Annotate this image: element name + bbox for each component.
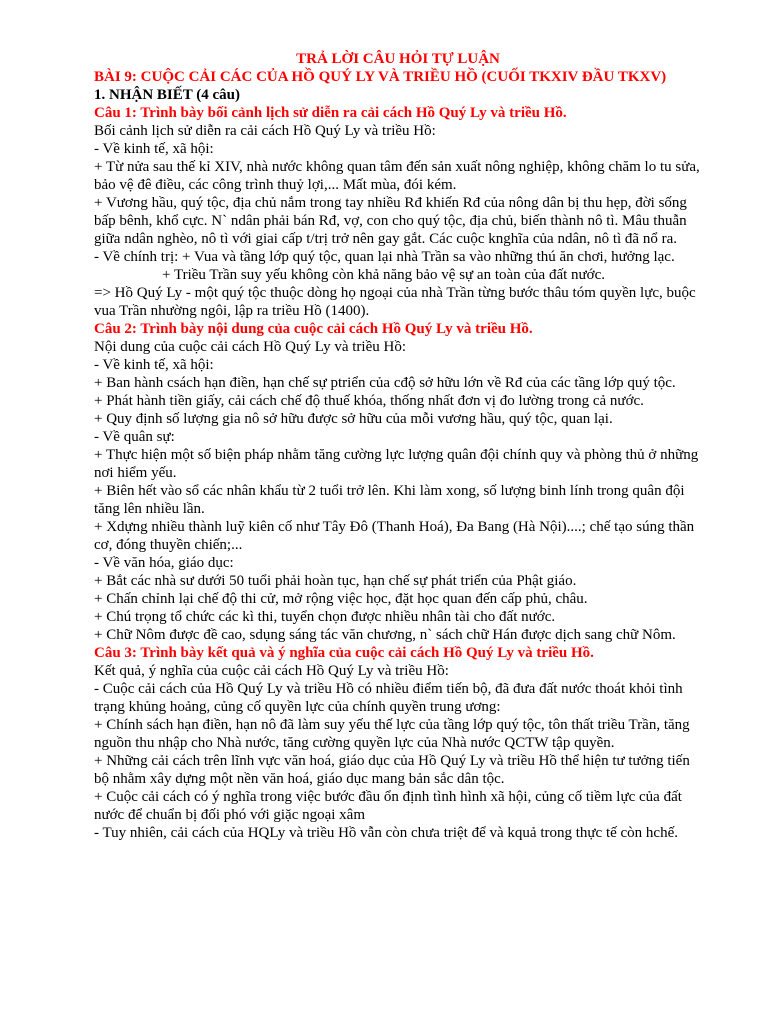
answer-line: + Phát hành tiền giấy, cải cách chế độ thuế khóa, thống nhất đơn vị đo lường trong cả nước. [94,393,644,409]
answer-line: + Từ nửa sau thế kỉ XIV, nhà nước không quan tâm đến sản xuất nông nghiệp, không chăm lo tu sửa, bảo vệ đê điều, các công trình thuỷ lợi,... Mất mùa, đói kém. [94,159,700,193]
answer-line: - Cuộc cải cách của Hồ Quý Ly và triều Hồ có nhiều điểm tiến bộ, đã đưa đất nước thoát khỏi tình trạng khủng hoảng, củng cố quyền lực của chính quyền trung ương: [94,681,683,715]
answer-line: - Tuy nhiên, cải cách của HQLy và triều Hồ vẫn còn chưa triệt để và kquả trong thực tế còn hchế. [94,825,678,841]
answer-line: + Thực hiện một số biện pháp nhằm tăng cường lực lượng quân đội chính quy và phòng thủ ở những nơi hiểm yếu. [94,447,699,481]
answer-line: - Về kinh tế, xã hội: [94,141,214,157]
answer-line: + Biên hết vào sổ các nhân khẩu từ 2 tuổi trở lên. Khi làm xong, số lượng binh lính trong quân đội tăng lên nhiều lần. [94,483,685,517]
document-title: TRẢ LỜI CÂU HỎI TỰ LUẬN [296,51,500,67]
answer-line: + Chữ Nôm được đề cao, sdụng sáng tác văn chương, n` sách chữ Hán được dịch sang chữ Nôm. [94,627,676,643]
answer-line: - Về kinh tế, xã hội: [94,357,214,373]
answer-line: + Cuộc cải cách có ý nghĩa trong việc bước đầu ổn định tình hình xã hội, củng cố tiềm lực của đất nước để chuẩn bị đối phó với giặc ngoại xâm [94,789,682,823]
answer-line: + Những cải cách trên lĩnh vực văn hoá, giáo dục của Hồ Quý Ly và triều Hồ thể hiện tư tưởng tiến bộ nhằm xây dựng một nền văn hoá, giáo dục mang bản sắc dân tộc. [94,753,690,787]
answer-line: => Hồ Quý Ly - một quý tộc thuộc dòng họ ngoại của nhà Trần từng bước thâu tóm quyền lực, buộc vua Trần nhường ngôi, lập ra triều Hồ (1400). [94,285,696,319]
answer-line: Nội dung của cuộc cải cách Hồ Quý Ly và triều Hồ: [94,339,406,355]
answer-line: Kết quả, ý nghĩa của cuộc cải cách Hồ Quý Ly và triều Hồ: [94,663,449,679]
answer-line: - Về chính trị: + Vua và tầng lớp quý tộc, quan lại nhà Trần sa vào những thú ăn chơi, hưởng lạc. [94,249,675,265]
answer-line: + Xdựng nhiều thành luỹ kiên cố như Tây Đô (Thanh Hoá), Đa Bang (Hà Nội)....; chế tạo súng thần cơ, đóng thuyền chiến;... [94,519,695,553]
answer-line: - Về văn hóa, giáo dục: [94,555,234,571]
section-heading: 1. NHẬN BIẾT (4 câu) [94,87,240,103]
answer-line: + Chú trọng tổ chức các kì thi, tuyển chọn được nhiều nhân tài cho đất nước. [94,609,556,625]
question-1-heading: Câu 1: Trình bày bối cảnh lịch sử diễn ra cải cách Hồ Quý Ly và triều Hồ. [94,105,567,121]
lesson-heading: BÀI 9: CUỘC CẢI CÁC CỦA HỒ QUÝ LY VÀ TRIỀU HỒ (CUỐI TKXIV ĐẦU TKXV) [94,69,667,85]
answer-line: + Ban hành csách hạn điền, hạn chế sự ptriển của cđộ sở hữu lớn về Rđ của các tầng lớp quý tộc. [94,375,676,391]
answer-line: + Bắt các nhà sư dưới 50 tuổi phải hoàn tục, hạn chế sự phát triển của Phật giáo. [94,573,577,589]
answer-line: + Vương hầu, quý tộc, địa chủ nắm trong tay nhiều Rđ khiến Rđ của nông dân bị thu hẹp, đời sống bấp bênh, khổ cực. N` ndân phải bán Rđ, vợ, con cho quý tộc, địa chủ, biến thành nô tì. Mâu thuẫn giữa ndân nghèo, nô tì với giai cấp t/trị trở nên gay gắt. Các cuộc knghĩa của ndân, nô tì đã nổ ra. [94,195,687,247]
answer-line-indented: + Triều Trần suy yếu không còn khả năng bảo vệ sự an toàn của đất nước. [162,267,606,283]
answer-line: + Chính sách hạn điền, hạn nô đã làm suy yếu thế lực của tầng lớp quý tộc, tôn thất triều Trần, tăng nguồn thu nhập cho Nhà nước, tăng cường quyền lực của Nhà nước QCTW tập quyền. [94,717,690,751]
answer-line: + Chấn chỉnh lại chế độ thi cử, mở rộng việc học, đặt học quan đến cấp phủ, châu. [94,591,588,607]
answer-line: + Quy định số lượng gia nô sở hữu được sở hữu của mỗi vương hầu, quý tộc, quan lại. [94,411,613,427]
answer-line: - Về quân sự: [94,429,175,445]
question-2-heading: Câu 2: Trình bày nội dung của cuộc cải cách Hồ Quý Ly và triều Hồ. [94,321,533,337]
question-3-heading: Câu 3: Trình bày kết quả và ý nghĩa của cuộc cải cách Hồ Quý Ly và triều Hồ. [94,645,594,661]
answer-line: Bối cảnh lịch sử diễn ra cải cách Hồ Quý Ly và triều Hồ: [94,123,436,139]
